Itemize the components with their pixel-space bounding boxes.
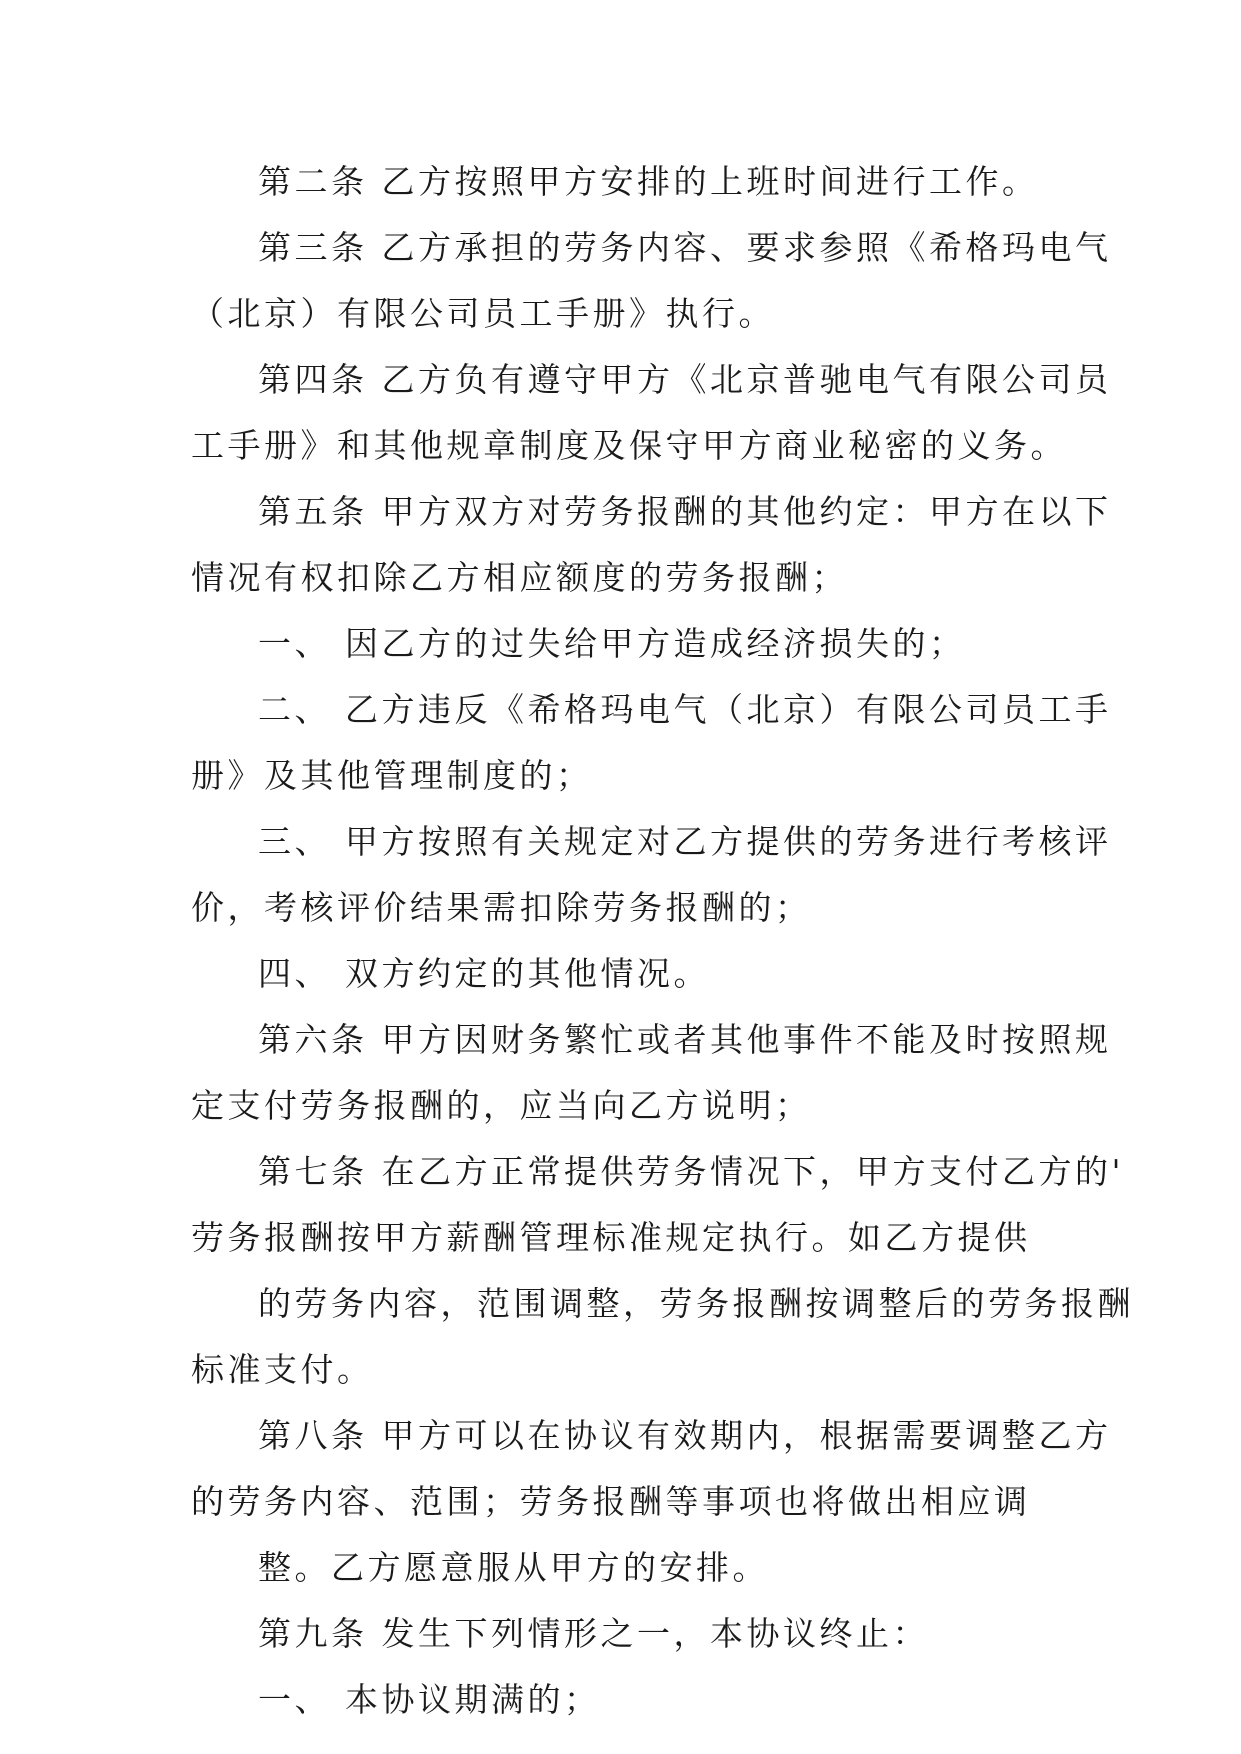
article-9-line-1: 第九条 发生下列情形之一，本协议终止： bbox=[258, 1614, 929, 1653]
article-5-item-3-line-2: 价，考核评价结果需扣除劳务报酬的； bbox=[191, 888, 812, 927]
article-8-line-1: 第八条 甲方可以在协议有效期内，根据需要调整乙方 bbox=[258, 1416, 1112, 1455]
article-5-item-3-line-1: 三、 甲方按照有关规定对乙方提供的劳务进行考核评 bbox=[258, 822, 1112, 861]
article-4-line-2: 工手册》和其他规章制度及保守甲方商业秘密的义务。 bbox=[191, 426, 1067, 465]
article-7-line-3: 的劳务内容，范围调整，劳务报酬按调整后的劳务报酬 bbox=[258, 1284, 1134, 1323]
article-7-line-4: 标准支付。 bbox=[191, 1350, 374, 1389]
article-5-item-4: 四、 双方约定的其他情况。 bbox=[258, 954, 710, 993]
article-2-line-1: 第二条 乙方按照甲方安排的上班时间进行工作。 bbox=[258, 162, 1039, 201]
article-7-line-1: 第七条 在乙方正常提供劳务情况下，甲方支付乙方的' bbox=[258, 1152, 1125, 1191]
article-3-line-1: 第三条 乙方承担的劳务内容、要求参照《希格玛电气 bbox=[258, 228, 1112, 267]
article-8-line-3: 整。乙方愿意服从甲方的安排。 bbox=[258, 1548, 769, 1587]
article-5-line-1: 第五条 甲方双方对劳务报酬的其他约定：甲方在以下 bbox=[258, 492, 1112, 531]
article-3-line-2: （北京）有限公司员工手册》执行。 bbox=[191, 294, 775, 333]
article-7-line-2: 劳务报酬按甲方薪酬管理标准规定执行。如乙方提供 bbox=[191, 1218, 1031, 1257]
article-4-line-1: 第四条 乙方负有遵守甲方《北京普驰电气有限公司员 bbox=[258, 360, 1112, 399]
article-5-item-1: 一、 因乙方的过失给甲方造成经济损失的； bbox=[258, 624, 966, 663]
article-5-line-2: 情况有权扣除乙方相应额度的劳务报酬； bbox=[191, 558, 848, 597]
article-6-line-1: 第六条 甲方因财务繁忙或者其他事件不能及时按照规 bbox=[258, 1020, 1112, 1059]
article-5-item-2-line-2: 册》及其他管理制度的； bbox=[191, 756, 593, 795]
article-8-line-2: 的劳务内容、范围；劳务报酬等事项也将做出相应调 bbox=[191, 1482, 1031, 1521]
article-9-item-1: 一、 本协议期满的； bbox=[258, 1680, 601, 1719]
article-6-line-2: 定支付劳务报酬的，应当向乙方说明； bbox=[191, 1086, 812, 1125]
article-5-item-2-line-1: 二、 乙方违反《希格玛电气（北京）有限公司员工手 bbox=[258, 690, 1112, 729]
